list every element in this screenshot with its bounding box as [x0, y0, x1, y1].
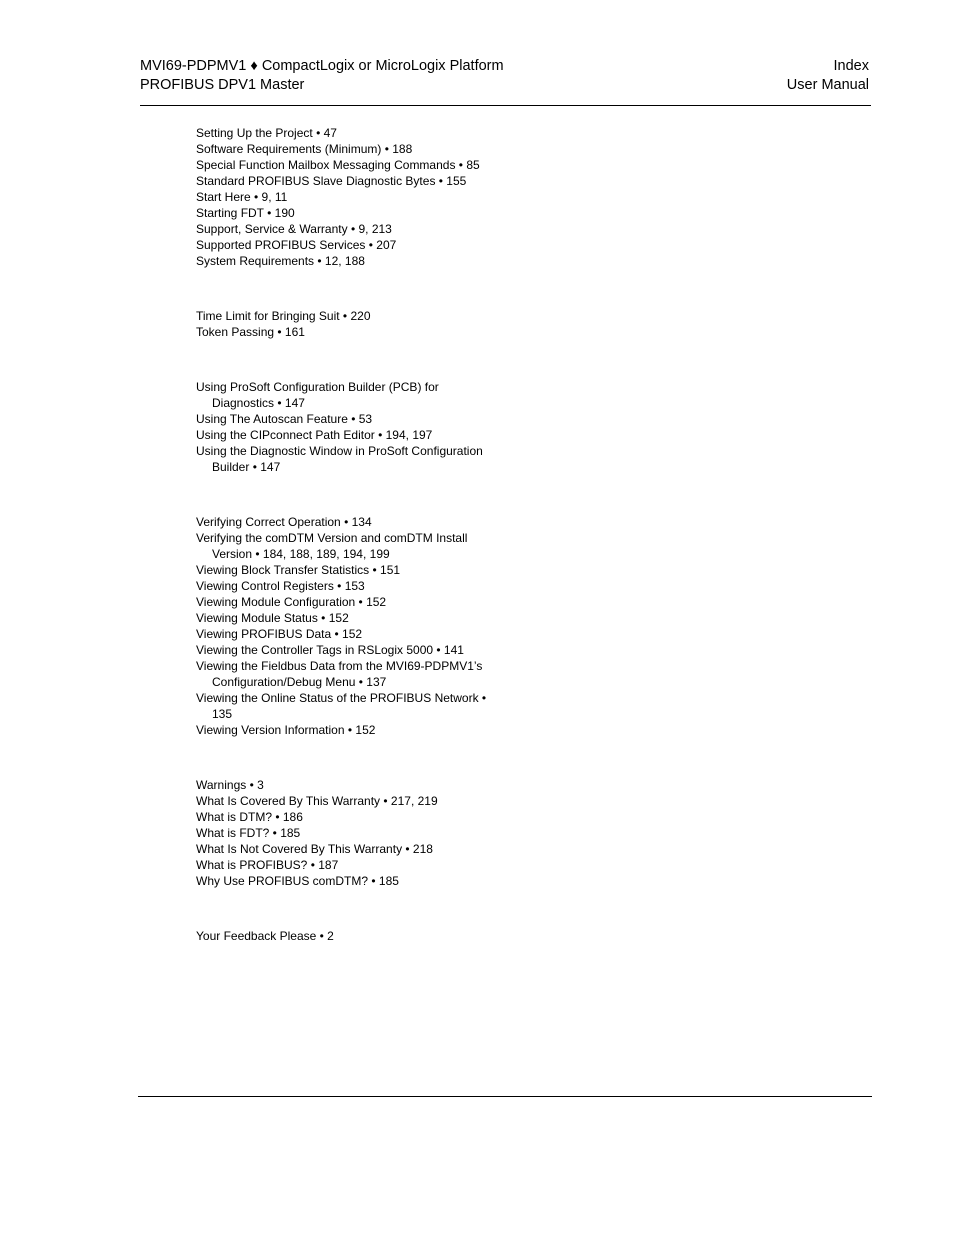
index-group-w — [196, 777, 486, 889]
index-entry-text: What Is Covered By This Warranty • 217, 219 — [196, 794, 438, 808]
index-group-t — [196, 308, 486, 340]
index-entry-text: Viewing the Online Status of the PROFIBUS Network • — [196, 691, 487, 705]
index-entry-text: What is PROFIBUS? • 187 — [196, 858, 339, 872]
index-entry-text: Using The Autoscan Feature • 53 — [196, 412, 373, 426]
index-entry[interactable] — [196, 443, 486, 475]
document-subtitle: PROFIBUS DPV1 Master — [140, 77, 305, 93]
index-entry-text: Time Limit for Bringing Suit • 220 — [196, 309, 371, 323]
index-entry-text: Using ProSoft Configuration Builder (PCB) for — [196, 380, 439, 394]
index-entry-continuation: Configuration/Debug Menu • 137 — [212, 675, 387, 689]
index-entry[interactable] — [196, 308, 486, 324]
index-entry-text: Software Requirements (Minimum) • 188 — [196, 142, 413, 156]
index-entry[interactable] — [196, 610, 486, 626]
index-group-u — [196, 379, 486, 475]
index-entry-continuation: Builder • 147 — [212, 460, 281, 474]
index-entry[interactable] — [196, 141, 486, 157]
index-entry-text: Using the Diagnostic Window in ProSoft Configuration — [196, 444, 483, 458]
index-entry[interactable] — [196, 690, 486, 722]
index-entry[interactable] — [196, 189, 486, 205]
index-entry-text: Viewing Control Registers • 153 — [196, 579, 365, 593]
index-entry-text: Warnings • 3 — [196, 778, 264, 792]
index-entry-text: Viewing Module Status • 152 — [196, 611, 349, 625]
index-entry-text: Supported PROFIBUS Services • 207 — [196, 238, 397, 252]
index-entry-text: Viewing the Fieldbus Data from the MVI69-PDPMV1’s — [196, 659, 483, 673]
index-group-y — [196, 928, 486, 944]
header-right — [787, 57, 869, 95]
index-entry[interactable] — [196, 841, 486, 857]
index-entry[interactable] — [196, 125, 486, 141]
index-entry[interactable] — [196, 427, 486, 443]
index-entry[interactable] — [196, 578, 486, 594]
index-entry-text: Starting FDT • 190 — [196, 206, 295, 220]
index-entry-text: Special Function Mailbox Messaging Commands • 85 — [196, 158, 480, 172]
index-entry[interactable] — [196, 793, 486, 809]
index-entry[interactable] — [196, 205, 486, 221]
index-entry-text: Viewing the Controller Tags in RSLogix 5000 • 141 — [196, 643, 464, 657]
index-entry[interactable] — [196, 722, 486, 738]
index-entry[interactable] — [196, 530, 486, 562]
index-entry[interactable] — [196, 379, 486, 411]
index-entry[interactable] — [196, 411, 486, 427]
index-entry-continuation: Version • 184, 188, 189, 194, 199 — [212, 547, 390, 561]
index-entry-text: Viewing PROFIBUS Data • 152 — [196, 627, 363, 641]
index-entry[interactable] — [196, 873, 486, 889]
index-entry[interactable] — [196, 221, 486, 237]
index-entry-text: Setting Up the Project • 47 — [196, 126, 337, 140]
page-header — [140, 57, 871, 106]
index-entry[interactable] — [196, 594, 486, 610]
index-group-v — [196, 514, 486, 738]
footer-divider — [138, 1096, 872, 1097]
index-entry-continuation: 135 — [212, 707, 233, 721]
index-entry[interactable] — [196, 324, 486, 340]
index-entry[interactable] — [196, 642, 486, 658]
index-entry-text: Standard PROFIBUS Slave Diagnostic Bytes • 155 — [196, 174, 467, 188]
index-entry-continuation: Diagnostics • 147 — [212, 396, 305, 410]
index-entry[interactable] — [196, 237, 486, 253]
header-left — [140, 57, 504, 95]
index-entry[interactable] — [196, 253, 486, 269]
index-entry[interactable] — [196, 514, 486, 530]
index-entry-text: Support, Service & Warranty • 9, 213 — [196, 222, 392, 236]
index-entry[interactable] — [196, 173, 486, 189]
index-entry-text: Start Here • 9, 11 — [196, 190, 288, 204]
document-title: MVI69-PDPMV1 ♦ CompactLogix or MicroLogix Platform — [140, 58, 504, 74]
index-entry[interactable] — [196, 157, 486, 173]
section-name: Index — [833, 58, 869, 74]
index-entry[interactable] — [196, 857, 486, 873]
index-entry-text: Viewing Block Transfer Statistics • 151 — [196, 563, 401, 577]
index-entry[interactable] — [196, 626, 486, 642]
index-entry[interactable] — [196, 562, 486, 578]
index-entry[interactable] — [196, 928, 486, 944]
index-body — [196, 125, 486, 944]
index-entry[interactable] — [196, 658, 486, 690]
manual-type: User Manual — [786, 77, 869, 93]
index-entry[interactable] — [196, 825, 486, 841]
index-entry-text: What Is Not Covered By This Warranty • 218 — [196, 842, 433, 856]
index-entry[interactable] — [196, 777, 486, 793]
index-entry-text: Using the CIPconnect Path Editor • 194, 197 — [196, 428, 433, 442]
index-entry-text: Your Feedback Please • 2 — [196, 929, 334, 943]
index-entry[interactable] — [196, 809, 486, 825]
index-entry-text: Viewing Module Configuration • 152 — [196, 595, 387, 609]
index-entry-text: System Requirements • 12, 188 — [196, 254, 365, 268]
index-entry-text: What is FDT? • 185 — [196, 826, 301, 840]
index-entry-text: Token Passing • 161 — [196, 325, 305, 339]
index-entry-text: Why Use PROFIBUS comDTM? • 185 — [196, 874, 399, 888]
index-entry-text: What is DTM? • 186 — [196, 810, 303, 824]
index-entry-text: Viewing Version Information • 152 — [196, 723, 376, 737]
index-entry-text: Verifying the comDTM Version and comDTM Install — [196, 531, 468, 545]
index-group-s — [196, 125, 486, 269]
index-entry-text: Verifying Correct Operation • 134 — [196, 515, 372, 529]
